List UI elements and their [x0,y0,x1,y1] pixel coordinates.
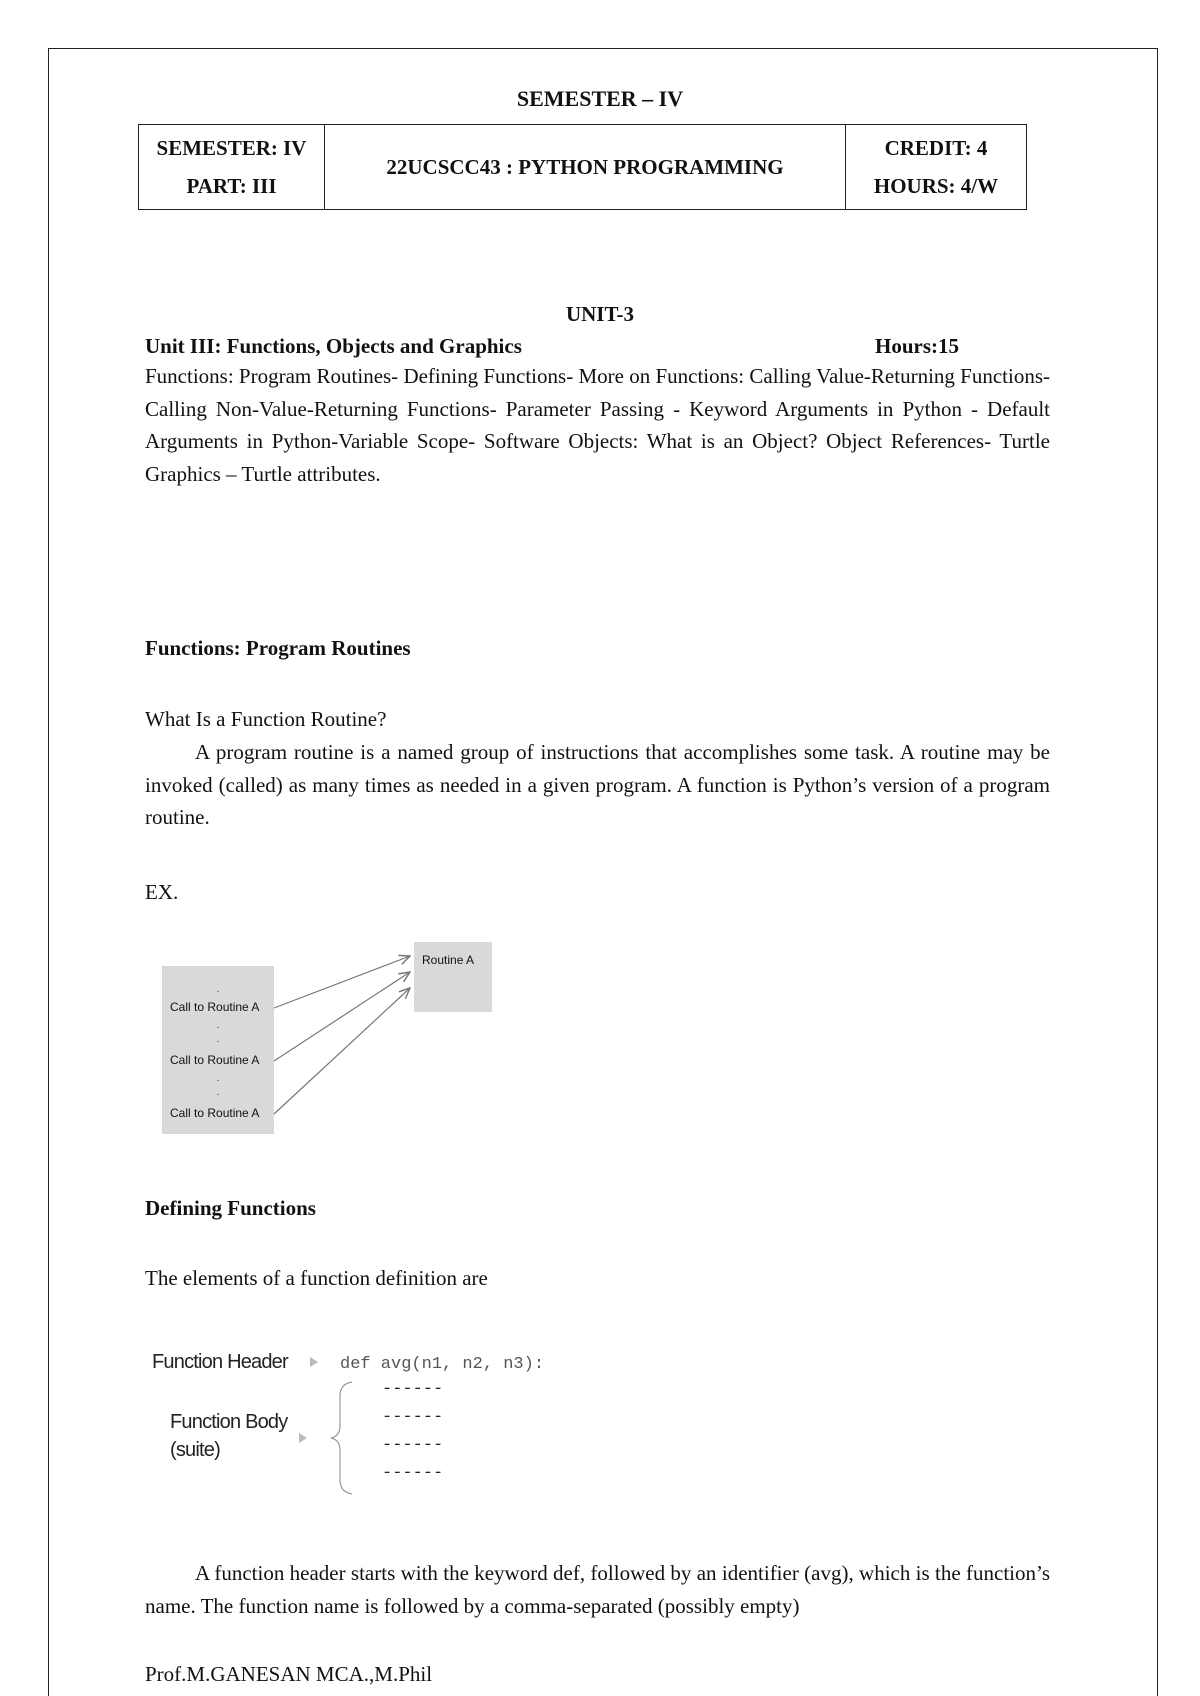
call-arrow-3 [274,988,410,1114]
ellipsis-dot: · [216,986,220,997]
hours-label: HOURS: 4/W [873,174,999,198]
function-definition-intro: The elements of a function definition are [145,1266,488,1290]
semester-part-cell [139,125,325,210]
unit-name-row [145,334,1050,359]
example-label: EX. [145,880,179,904]
ellipsis-dot: · [216,1089,220,1100]
semester-label: SEMESTER: IV [156,136,307,160]
footer-author: Prof.M.GANESAN MCA.,M.Phil [145,1662,433,1686]
body-line-1: ------ [382,1380,444,1399]
ellipsis-dot: · [216,1036,220,1047]
call-arrow-2 [274,972,410,1061]
function-body-label: Function Body [170,1411,288,1433]
routine-call-diagram [160,942,500,1142]
credit-hours-cell [846,125,1027,210]
function-header-paragraph: A function header starts with the keyword def, followed by an identifier (avg), which is the function’s name. The function name is followed by a comma-separated (possibly empty) [145,1561,1050,1618]
body-brace [331,1382,352,1494]
unit-hours: Hours:15 [875,334,959,358]
section-heading-defining-functions: Defining Functions [145,1196,316,1220]
function-definition-diagram [150,1346,590,1516]
body-line-4: ------ [382,1464,444,1483]
function-routine-question: What Is a Function Routine? [145,707,387,731]
function-header-code: def avg(n1, n2, n3): [340,1355,545,1374]
program-routine-paragraph: A program routine is a named group of instructions that accomplishes some task. A routine may be invoked (called) as many times as needed in a given program. A function is Python’s version of a program routine. [145,740,1050,829]
unit-name: Unit III: Functions, Objects and Graphics [145,334,522,358]
semester-title: SEMESTER – IV [516,86,684,111]
header-arrow-icon [310,1357,318,1367]
unit-title: UNIT-3 [565,302,635,326]
course-header-table [138,124,1027,210]
course-title-cell: 22UCSCC43 : PYTHON PROGRAMMING [325,125,846,210]
call-label-1: Call to Routine A [170,1000,260,1014]
body-line-2: ------ [382,1408,444,1427]
call-arrow-1 [274,956,410,1008]
ellipsis-dot: · [216,1075,220,1086]
body-line-3: ------ [382,1436,444,1455]
function-header-label: Function Header [152,1351,288,1373]
function-body-suite-label: (suite) [170,1439,220,1461]
ellipsis-dot: · [216,1022,220,1033]
routine-label: Routine A [422,953,475,967]
section-heading-program-routines: Functions: Program Routines [145,636,411,660]
part-label: PART: III [186,174,277,198]
body-arrow-icon [299,1433,307,1443]
credit-label: CREDIT: 4 [884,136,988,160]
call-label-3: Call to Routine A [170,1106,260,1120]
call-label-2: Call to Routine A [170,1053,260,1067]
unit-syllabus: Functions: Program Routines- Defining Functions- More on Functions: Calling Value-Returning Functions- Calling Non-Value-Returning Functions- Parameter Passing - Keyword Arguments in Python - Default Arguments in Python-Variable Scope- Software Objects: What is an Object? Object References- Turtle Graphics – Turtle attributes. [145,364,1050,486]
